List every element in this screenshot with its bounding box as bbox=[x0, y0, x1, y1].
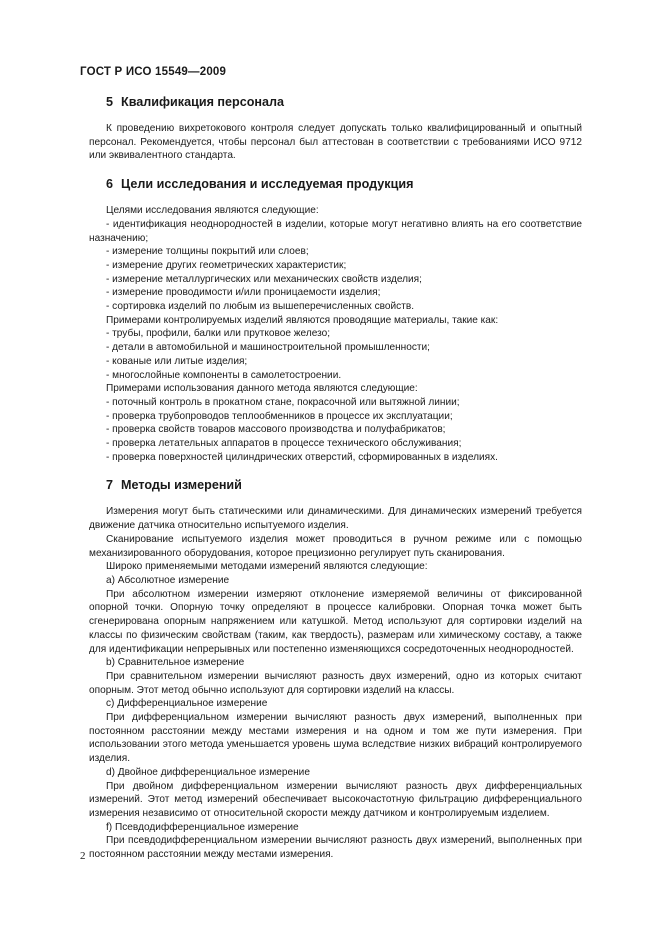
list-item: - измерение толщины покрытий или слоев; bbox=[106, 246, 309, 258]
list-item: - проверка поверхностей цилиндрических отверстий, сформированных в изделиях. bbox=[106, 451, 498, 463]
paragraph: При сравнительном измерении вычисляют разность двух измерений, одно из которых считают опорным. Этот метод обычно используют для сортировки изделий на классы. bbox=[89, 670, 582, 696]
list-item: - трубы, профили, балки или прутковое железо; bbox=[106, 328, 331, 340]
subsection-title: d) Двойное дифференциальное измерение bbox=[106, 766, 310, 778]
list-item: - сортировка изделий по любым из вышеперечисленных свойств. bbox=[106, 301, 415, 313]
paragraph: При псевдодифференциальном измерении вычисляют разность двух измерений, выполненных при постоянном расстоянии между местами измерения. bbox=[89, 835, 582, 861]
paragraph: При абсолютном измерении измеряют отклонение измеряемой величины от фиксированной опорной точки. Опорную точку определяют в процессе калибровки. Опорная точка может быть сгенерирована опорным напряжением или катушкой. Метод используют для сортировки изделий на классы по физическим свойствам (таким, как твердость), размерам или химическому составу, а также для идентификации непрерывных или постепенно изменяющихся сосредоточенных неоднородностей. bbox=[89, 588, 582, 655]
section-number: 6 bbox=[106, 177, 114, 192]
list-item: - проверка трубопроводов теплообменников в процессе их эксплуатации; bbox=[106, 410, 453, 422]
section-6-heading bbox=[89, 177, 582, 192]
subsection-title: b) Сравнительное измерение bbox=[106, 657, 245, 669]
subsection-title: a) Абсолютное измерение bbox=[106, 574, 230, 586]
paragraph: При дифференциальном измерении вычисляют разность двух измерений, выполненных при постоянном расстоянии между местами измерения и на одном и том же пути измерения. При использовании этого метода уменьшается уровень шума вследствие низких вибраций контролируемого изделия. bbox=[89, 712, 582, 765]
list-item: - проверка летательных аппаратов в процессе технического обслуживания; bbox=[106, 438, 462, 450]
list-item: - поточный контроль в прокатном стане, покрасочной или вытяжной линии; bbox=[106, 396, 460, 408]
section-7-heading bbox=[89, 478, 582, 493]
document-header: ГОСТ Р ИСО 15549—2009 bbox=[80, 66, 227, 78]
list-item: - многослойные компоненты в самолетостроении. bbox=[106, 369, 342, 381]
list-item: - измерение других геометрических характеристик; bbox=[106, 259, 347, 271]
subsection-title: f) Псевдодифференциальное измерение bbox=[106, 821, 299, 833]
section-number: 7 bbox=[106, 478, 114, 493]
list-item: - кованые или литые изделия; bbox=[106, 355, 248, 367]
paragraph: При двойном дифференциальном измерении вычисляют разность двух дифференциальных измерений. Этот метод измерений обеспечивает высокочастотную фильтрацию дифференциального измерения независимо от относительной скорости между датчиком и контролируемым изделием. bbox=[89, 780, 582, 819]
section-title: Цели исследования и исследуемая продукция bbox=[121, 177, 414, 192]
section-number: 5 bbox=[106, 95, 114, 109]
paragraph: К проведению вихретокового контроля следует допускать только квалифицированный и опытный персонал. Рекомендуется, чтобы персонал был аттестован в соответствии с требованиями ИСО 9712 или эквивалентного стандарта. bbox=[89, 123, 582, 162]
list-item: - измерение металлургических или механических свойств изделия; bbox=[106, 273, 422, 285]
paragraph: Примерами контролируемых изделий являются проводящие материалы, такие как: bbox=[106, 314, 499, 326]
page-number: 2 bbox=[80, 850, 86, 862]
section-title: Методы измерений bbox=[121, 478, 242, 493]
section-5-heading bbox=[89, 95, 582, 110]
paragraph: Измерения могут быть статическими или динамическими. Для динамических измерений требуется движение датчика относительно испытуемого изделия. bbox=[89, 506, 582, 532]
paragraph: Целями исследования являются следующие: bbox=[106, 205, 319, 217]
paragraph: Примерами использования данного метода являются следующие: bbox=[106, 383, 418, 395]
list-item: - измерение проводимости и/или проницаемости изделия; bbox=[106, 287, 381, 299]
list-item: - проверка свойств товаров массового производства и полуфабрикатов; bbox=[106, 424, 446, 436]
paragraph: Сканирование испытуемого изделия может проводиться в ручном режиме или с помощью механизированного оборудования, которое прецизионно регулирует путь сканирования. bbox=[89, 533, 582, 559]
paragraph: Широко применяемыми методами измерений являются следующие: bbox=[106, 561, 428, 573]
document-body bbox=[89, 95, 582, 862]
subsection-title: c) Дифференциальное измерение bbox=[106, 698, 268, 710]
list-item: - детали в автомобильной и машиностроительной промышленности; bbox=[106, 342, 430, 354]
list-item: - идентификация неоднородностей в изделии, которые могут негативно влиять на его соответствие назначению; bbox=[89, 218, 582, 244]
section-title: Квалификация персонала bbox=[121, 95, 285, 109]
